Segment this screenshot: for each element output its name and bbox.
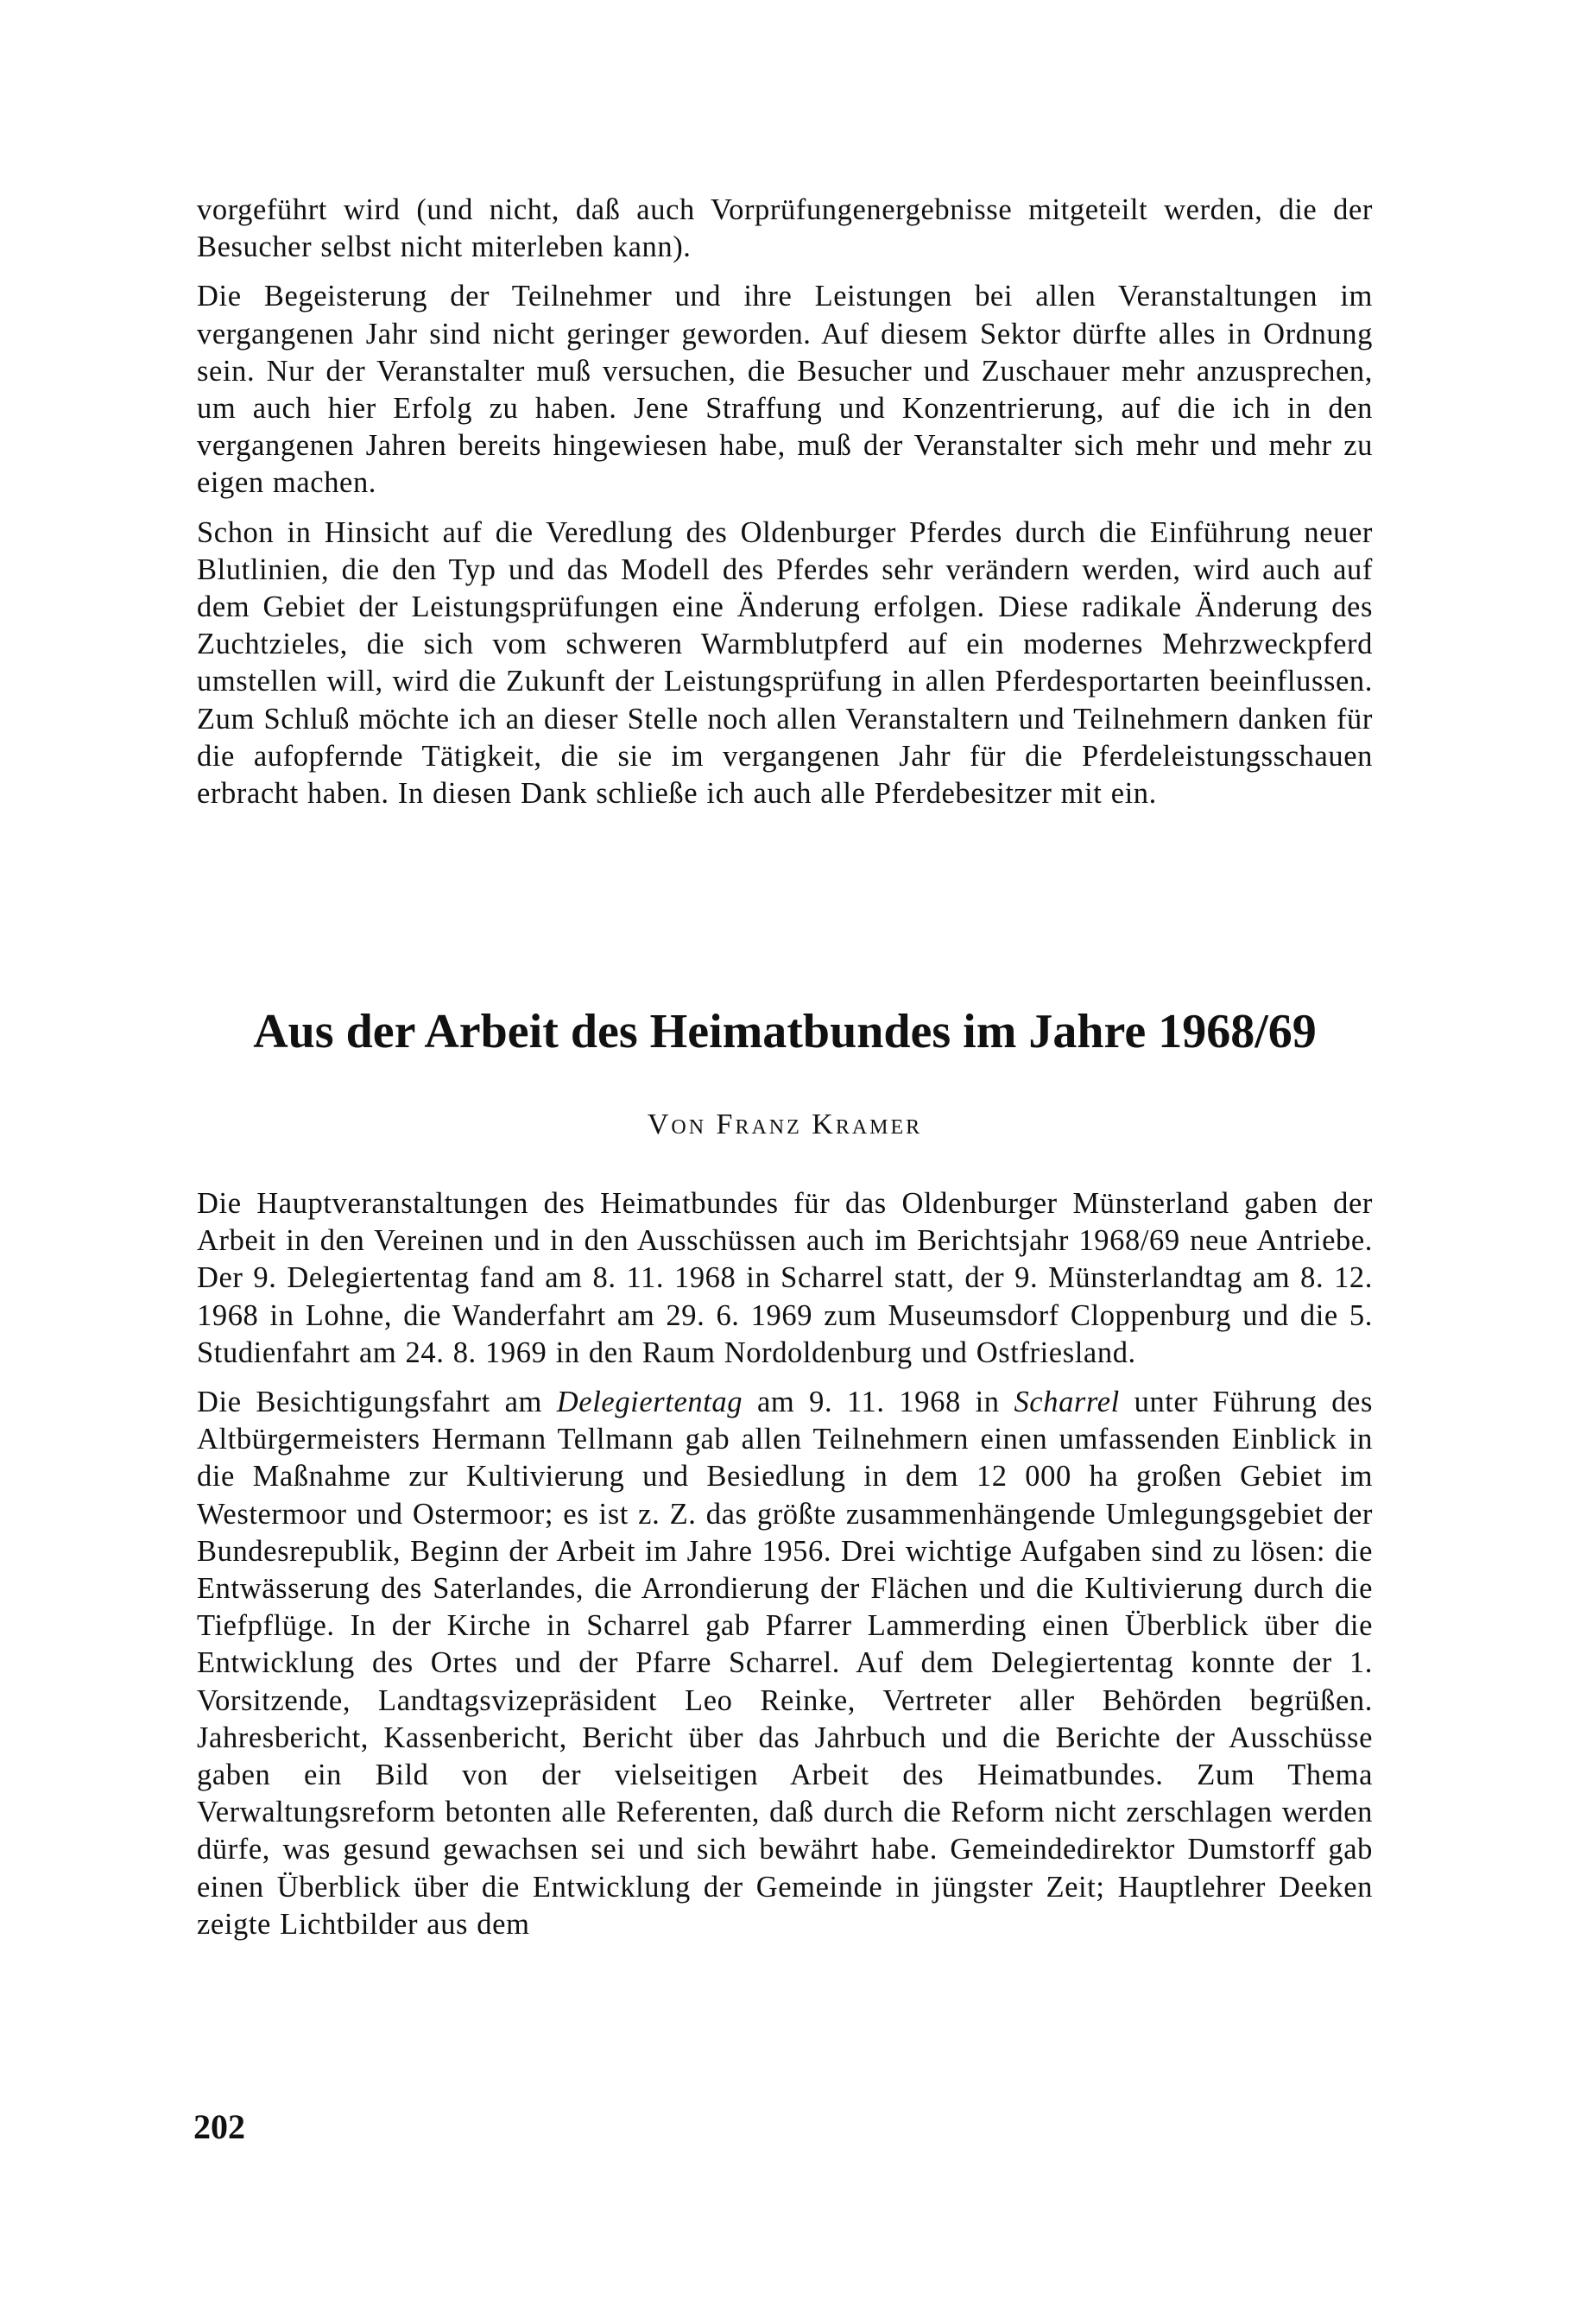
article-paragraph-1: Die Hauptveranstaltungen des Heimatbundes für das Oldenburger Münsterland gaben der Arbeit in den Vereinen und in den Ausschüssen auch im Berichtsjahr 1968/69 neue Antriebe. Der 9. Delegiertentag fand am 8. 11. 1968 in Scharrel statt, der 9. Münsterlandtag am 8. 12. 1968 in Lohne, die Wanderfahrt am 29. 6. 1969 zum Museumsdorf Cloppenburg und die 5. Studienfahrt am 24. 8. 1969 in den Raum Nordoldenburg und Ostfriesland. [197, 1187, 1373, 1369]
text-run: am 9. 11. 1968 in [743, 1386, 1014, 1419]
article-body [197, 1185, 1373, 1943]
emphasis-delegiertentag: Delegiertentag [556, 1386, 743, 1419]
emphasis-scharrel: Scharrel [1014, 1386, 1120, 1419]
text-run: unter Führung des Altbürgermeisters Hermann Tellmann gab allen Teilnehmern einen umfassenden Einblick in die Maßnahme zur Kultivierung und Besiedlung in dem 12 000 ha großen Gebiet im Westermoor und Ostermoor; es ist z. Z. das größte zusammenhängende Umlegungsgebiet der Bundesrepublik, Beginn der Arbeit im Jahre 1956. Drei wichtige Aufgaben sind zu lösen: die Entwässerung des Saterlandes, die Arrondierung der Flächen und die Kultivierung durch die Tiefpflüge. In der Kirche in Scharrel gab Pfarrer Lammerding einen Überblick über die Entwicklung des Ortes und der Pfarre Scharrel. Auf dem Delegiertentag konnte der 1. Vorsitzende, Landtagsvizepräsident Leo Reinke, Vertreter aller Behörden begrüßen. Jahresbericht, Kassenbericht, Bericht über das Jahrbuch und die Berichte der Ausschüsse gaben ein Bild von der vielseitigen Arbeit des Heimatbundes. Zum Thema Verwaltungsreform betonten alle Referenten, daß durch die Reform nicht zerschlagen werden dürfe, was gesund gewachsen sei und sich bewährt habe. Gemeindedirektor Dumstorff gab einen Überblick über die Entwicklung der Gemeinde in jüngster Zeit; Hauptlehrer Deeken zeigte Lichtbilder aus dem [197, 1386, 1373, 1941]
article-byline: Von Franz Kramer [647, 1108, 923, 1140]
paragraph-1: vorgeführt wird (und nicht, daß auch Vorprüfungenergebnisse mitgeteilt werden, die der Besucher selbst nicht miterleben kann). [197, 193, 1373, 264]
article-paragraph-2 [197, 1384, 1373, 1943]
page-number: 202 [193, 2107, 245, 2146]
article-title: Aus der Arbeit des Heimatbundes im Jahre 1968/69 [253, 1005, 1317, 1058]
continued-text [197, 192, 1373, 812]
paragraph-3: Schon in Hinsicht auf die Veredlung des Oldenburger Pferdes durch die Einführung neuer Blutlinien, die den Typ und das Modell des Pferdes sehr verändern werden, wird auch auf dem Gebiet der Leistungsprüfungen eine Änderung erfolgen. Diese radikale Änderung des Zuchtzieles, die sich vom schweren Warmblutpferd auf ein modernes Mehrzweckpferd umstellen will, wird die Zukunft der Leistungsprüfung in allen Pferdesportarten beeinflussen. Zum Schluß möchte ich an dieser Stelle noch allen Veranstaltern und Teilnehmern danken für die aufopfernde Tätigkeit, die sie im vergangenen Jahr für die Pferdeleistungsschauen erbracht haben. In diesen Dank schließe ich auch alle Pferdebesitzer mit ein. [197, 515, 1373, 811]
text-run: Die Besichtigungsfahrt am [197, 1386, 557, 1419]
paragraph-2: Die Begeisterung der Teilnehmer und ihre Leistungen bei allen Veranstaltungen im vergangenen Jahr sind nicht geringer geworden. Auf diesem Sektor dürfte alles in Ordnung sein. Nur der Veranstalter muß versuchen, die Besucher und Zuschauer mehr anzusprechen, um auch hier Erfolg zu haben. Jene Straffung und Konzentrierung, auf die ich in den vergangenen Jahren bereits hingewiesen habe, muß der Veranstalter sich mehr und mehr zu eigen machen. [197, 280, 1373, 500]
